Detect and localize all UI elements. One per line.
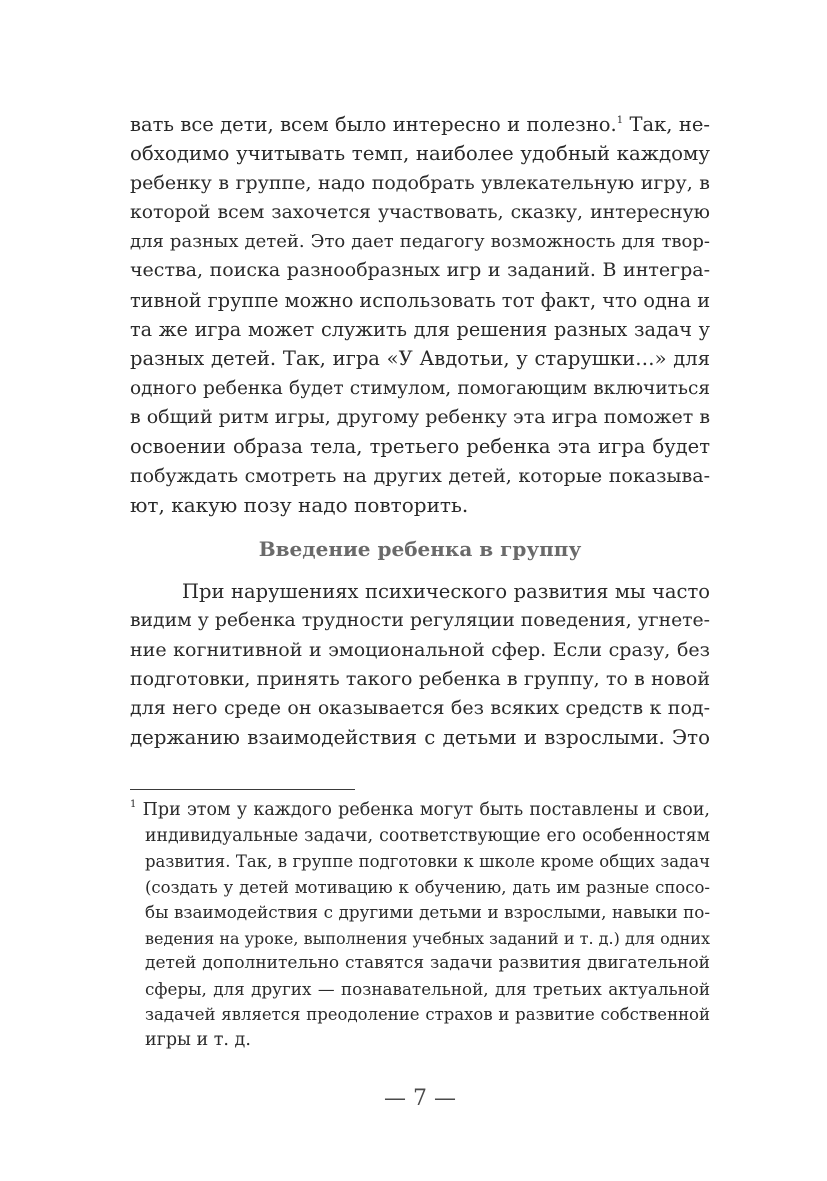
- section-heading: Введение ребенка в группу: [258, 537, 582, 561]
- text-line: ребенку в группе, надо подобрать увлекательную игру, в: [130, 171, 710, 194]
- footnote-line: развития. Так, в группе подготовки к школе кроме общих задач: [145, 852, 710, 871]
- text-line: побуждать смотреть на других детей, которые показыва-: [130, 464, 710, 487]
- footnote-line: детей дополнительно ставятся задачи развития двигательной: [145, 953, 710, 973]
- footnote-line: [130, 798, 710, 824]
- body-paragraph-section: [130, 577, 710, 753]
- text-line-part: вать все дети, всем было интересно и полезно.: [130, 113, 617, 136]
- footnote-line: (создать у детей мотивацию к обучению, дать им разные спосо-: [145, 877, 710, 897]
- text-line: для него среде он оказывается без всяких средств к под-: [130, 697, 710, 720]
- text-line: освоении образа тела, третьего ребенка эта игра будет: [130, 435, 710, 459]
- footnote-ref: 1: [616, 115, 624, 126]
- text-line: ние когнитивной и эмоциональной сфер. Если сразу, без: [130, 638, 710, 661]
- footnote-line: игры и т. д.: [145, 1029, 251, 1050]
- text-line: та же игра может служить для решения разных задач у: [130, 318, 710, 342]
- footnote: [130, 798, 710, 1053]
- text-line: для разных детей. Это дает педагогу возможность для твор-: [130, 231, 710, 253]
- body-paragraph-top: [130, 110, 710, 520]
- text-line: одного ребенка будет стимулом, помогающим включиться: [130, 377, 710, 399]
- footnote-line: ведения на уроке, выполнения учебных заданий и т. д.) для одних: [145, 928, 710, 948]
- footnote-line: задачей является преодоление страхов и развитие собственной: [145, 1005, 710, 1024]
- text-line: тивной группе можно использовать тот факт, что одна и: [130, 288, 711, 312]
- text-line: в общий ритм игры, другому ребенку эта игра поможет в: [130, 405, 711, 428]
- footnote-line: сферы, для других — познавательной, для третьих актуальной: [145, 978, 710, 999]
- text-line: подготовки, принять такого ребенка в группу, то в новой: [130, 667, 710, 690]
- footnote-separator: [130, 789, 355, 790]
- text-line: которой всем захочется участвовать, сказку, интересную: [130, 201, 710, 223]
- footnote-line: индивидуальные задачи, соответствующие его особенностям: [145, 825, 710, 846]
- text-line: ют, какую позу надо повторить.: [130, 492, 469, 517]
- footnote-line: бы взаимодействия с другими детьми и взрослыми, навыки по-: [145, 902, 710, 922]
- text-line: При нарушениях психического развития мы часто: [182, 580, 710, 603]
- footnote-line-part: При этом у каждого ребенка могут быть поставлены и свои,: [136, 800, 710, 820]
- text-line-part: Так, не-: [623, 113, 710, 136]
- text-line: разных детей. Так, игра «У Авдотьи, у старушки…» для: [130, 347, 710, 371]
- text-line: [130, 110, 710, 139]
- text-line: обходимо учитывать темп, наиболее удобный каждому: [130, 142, 710, 166]
- text-line: видим у ребенка трудности регуляции поведения, угнете-: [130, 610, 710, 632]
- text-line: чества, поиска разнообразных игр и заданий. В интегра-: [130, 259, 710, 282]
- page-number: — 7 —: [384, 1086, 456, 1111]
- footnote-marker: 1: [130, 799, 137, 810]
- text-line: держанию взаимодействия с детьми и взрослыми. Это: [130, 726, 710, 750]
